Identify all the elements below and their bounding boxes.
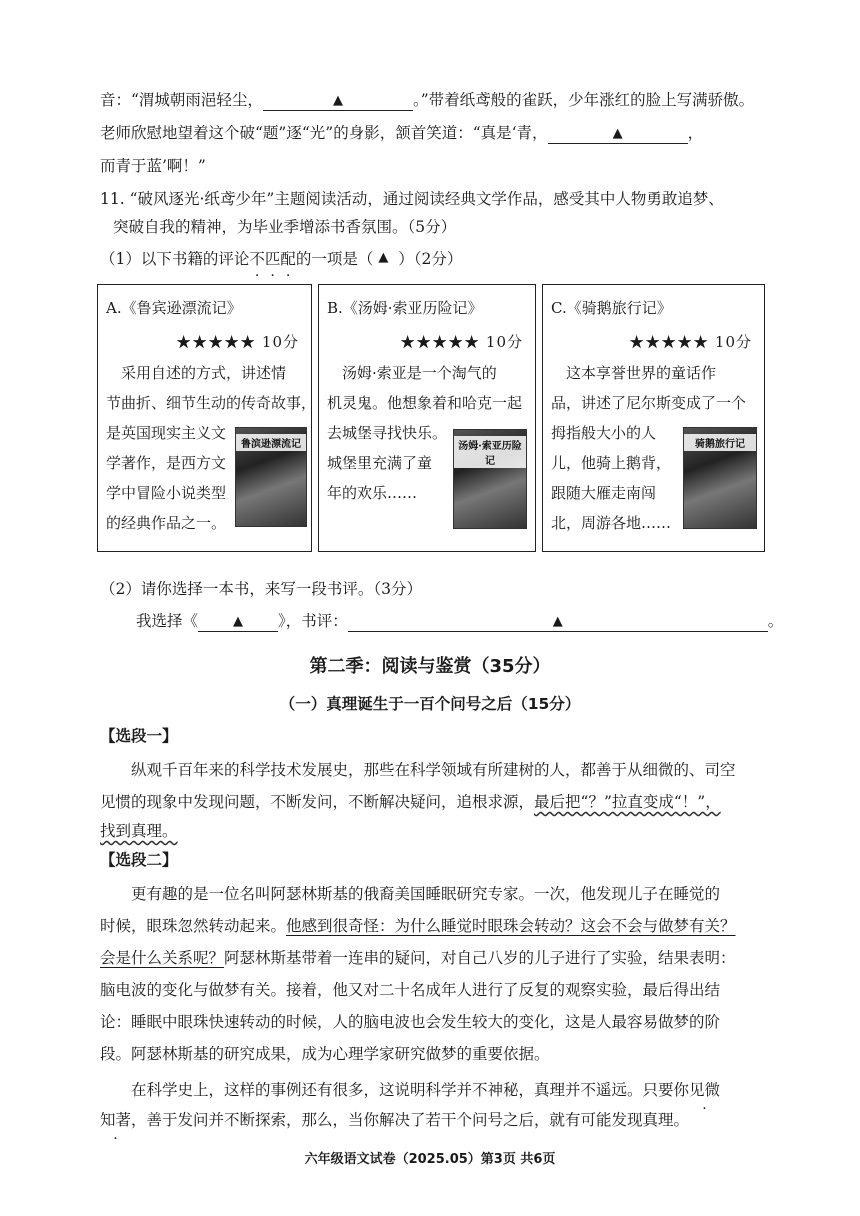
excerpt-2-text: 时候，眼珠忽然转动起来。 <box>100 917 287 935</box>
review-label: 》，书评： <box>278 612 348 630</box>
book-text-line: 采用自述的方式，讲述情 <box>106 364 287 382</box>
book-text-line: 年的欢乐…… <box>327 484 418 502</box>
underlined-text: 他感到很奇怪：为什么睡觉时眼珠会转动？这会不会与做梦有关？ <box>286 917 736 935</box>
answer-slot-marker[interactable]: ▲ <box>378 250 389 265</box>
book-text-line: 学中冒险小说类型 <box>106 484 227 502</box>
excerpt-2-line-4: 脑电波的变化与做梦有关。接着，他又对二十名成年人进行了反复的观察实验，最后得出结 <box>100 981 721 999</box>
book-title: B.《汤姆·索亚历险记》 <box>327 299 483 317</box>
book-text-line: 这本享誉世界的童话作 <box>551 364 717 382</box>
book-text-line: 北，周游各地…… <box>551 514 672 532</box>
review-blank[interactable] <box>348 611 768 632</box>
intro-line-2-end: ， <box>687 124 704 142</box>
excerpt-1-text: 见惯的现象中发现问题，不断发问，不断解决疑问，追根求源， <box>100 793 535 811</box>
book-review-boxes <box>97 284 765 554</box>
excerpt-2-text: 在科学史上，这样的事例还有很多，这说明科学并不神秘，真理并不遥远。只要你 <box>100 1081 690 1099</box>
book-title: C.《骑鹅旅行记》 <box>551 299 672 317</box>
cover-title: 汤姆·索亚历险记 <box>454 436 526 468</box>
excerpt-2-line-6: 段。阿瑟林斯基的研究成果，成为心理学家研究做梦的重要依据。 <box>100 1045 550 1063</box>
emphasis-char: 配 <box>280 250 296 268</box>
book-text-line: 学著作，是西方文 <box>106 454 227 472</box>
emphasis-text: 见微 <box>689 1081 721 1099</box>
emphasis-char: 不 <box>249 250 265 268</box>
intro-line-1-end: 。”带着纸鸢般的雀跃，少年涨红的脸上写满骄傲。 <box>412 91 755 109</box>
question-11-line-2: 突破自我的精神，为毕业季增添书香氛围。（5分） <box>113 218 457 236</box>
excerpt-2-line-2 <box>100 912 736 940</box>
book-box-b[interactable] <box>318 284 536 552</box>
review-end: 。 <box>767 612 784 630</box>
blank-marker: ▲ <box>552 614 563 629</box>
book-text-line: 去城堡寻找快乐。 <box>327 424 448 442</box>
book-text-line: 节曲折、细节生动的传奇故事， <box>106 394 317 412</box>
answer-blank-2[interactable] <box>548 123 688 144</box>
intro-line-2 <box>100 121 703 145</box>
sub1-text: （1）以下书籍的评论 <box>100 250 250 268</box>
excerpt-2-label: 【选段二】 <box>100 851 178 869</box>
book-rating: ★★★★★ 10分 <box>629 333 752 351</box>
cover-title: 骑鹅旅行记 <box>684 434 756 451</box>
blank-marker: ▲ <box>233 614 244 629</box>
book-choice-line <box>136 609 783 633</box>
section-2-title: 第二季：阅读与鉴赏（35分） <box>309 656 551 677</box>
question-11-sub2: （2）请你选择一本书，来写一段书评。（3分） <box>100 580 422 598</box>
excerpt-1-line-2 <box>100 788 721 816</box>
intro-line-1 <box>100 88 754 112</box>
blank-marker: ▲ <box>612 126 623 141</box>
book-rating: ★★★★★ 10分 <box>176 333 299 351</box>
book-box-c[interactable] <box>542 284 765 552</box>
excerpt-2-text: ，善于发问并不断探索，那么，当你解决了若干个问号之后，就有可能发现真理。 <box>131 1111 690 1129</box>
answer-blank-1[interactable] <box>263 90 413 111</box>
book-text-line: 机灵鬼。他想象着和哈克一起 <box>327 394 523 412</box>
sub1-score: ）（2分） <box>398 250 463 268</box>
choose-label: 我选择《 <box>136 612 199 630</box>
cover-title: 鲁滨逊漂流记 <box>236 434 306 451</box>
excerpt-2-line-7 <box>100 1076 720 1104</box>
intro-line-2-start: 老师欣慰地望着这个破“题”逐“光”的身影，颔首笑道：“真是‘青， <box>100 124 548 142</box>
intro-line-3: 而青于蓝’啊！” <box>100 157 206 175</box>
book-text-line: 拇指般大小的人 <box>551 424 657 442</box>
excerpt-2-line-8 <box>100 1106 689 1134</box>
book-text-line: 是英国现实主义文 <box>106 424 227 442</box>
book-text-line: 的经典作品之一。 <box>106 514 227 532</box>
wavy-underlined-text: 最后把“？”拉直变成“！”， <box>534 793 721 811</box>
section-2-subtitle: （一）真理诞生于一百个问号之后（15分） <box>279 695 581 713</box>
page-footer: 六年级语文试卷（2025.05）第3页 共6页 <box>304 1152 556 1167</box>
book-text-line: 城堡里充满了童 <box>327 454 433 472</box>
excerpt-2-line-3 <box>100 944 736 972</box>
book-box-a[interactable] <box>97 284 317 552</box>
blank-marker: ▲ <box>332 93 343 108</box>
emphasis-char: 匹 <box>264 250 281 268</box>
excerpt-1-line-3 <box>100 817 178 845</box>
book-text-line: 品，讲述了尼尔斯变成了一个 <box>551 394 747 412</box>
book-cover-image <box>453 429 527 529</box>
book-rating: ★★★★★ 10分 <box>400 333 523 351</box>
excerpt-2-text: 阿瑟林斯基带着一连串的疑问，对自己八岁的儿子进行了实验，结果表明： <box>224 949 736 967</box>
excerpt-1-line-1: 纵观千百年来的科学技术发展史，那些在科学领域有所建树的人，都善于从细微的、司空 <box>100 761 736 779</box>
sub1-paren-open: 的一项是（ <box>295 250 374 268</box>
excerpt-1-label: 【选段一】 <box>100 727 178 745</box>
book-cover-image <box>683 427 757 529</box>
book-title: A.《鲁宾逊漂流记》 <box>106 299 242 317</box>
excerpt-2-line-1: 更有趣的是一位名叫阿瑟林斯基的俄裔美国睡眠研究专家。一次，他发现儿子在睡觉的 <box>100 885 721 903</box>
book-text-line: 儿，他骑上鹅背， <box>551 454 672 472</box>
question-11-line-1: 11. “破风逐光·纸鸢少年”主题阅读活动，通过阅读经典文学作品，感受其中人物勇敢追梦、 <box>100 190 724 208</box>
wavy-underlined-text: 找到真理。 <box>100 822 178 840</box>
book-choice-blank[interactable] <box>198 611 278 632</box>
question-11-sub1 <box>100 247 462 273</box>
emphasis-text: 知著 <box>100 1111 132 1129</box>
book-cover-image <box>235 427 307 527</box>
intro-line-1-start: 音：“渭城朝雨浥轻尘， <box>100 91 263 109</box>
underlined-text: 会是什么关系呢？ <box>100 949 225 967</box>
excerpt-2-line-5: 论：睡眠中眼珠快速转动的时候，人的脑电波也会发生较大的变化，这是人最容易做梦的阶 <box>100 1013 721 1031</box>
book-text-line: 汤姆·索亚是一个淘气的 <box>327 364 497 382</box>
book-text-line: 跟随大雁走南闯 <box>551 484 657 502</box>
